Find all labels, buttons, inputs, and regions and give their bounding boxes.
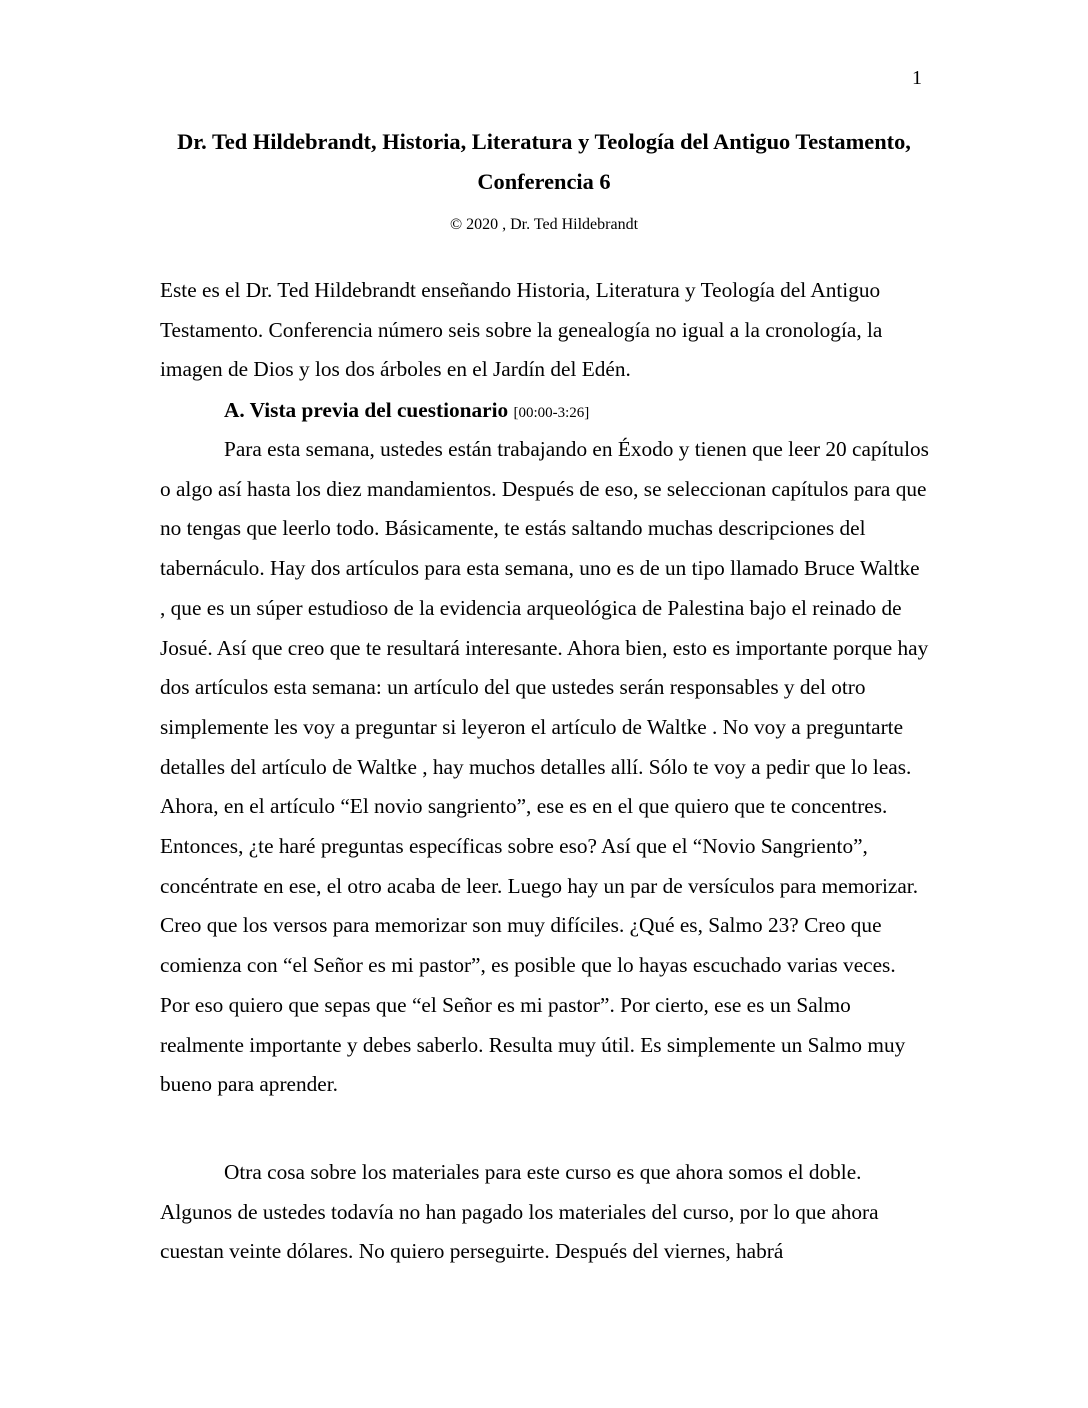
section-timestamp: [00:00-3:26] bbox=[513, 405, 590, 421]
section-heading-label: A. Vista previa del cuestionario bbox=[224, 398, 509, 422]
document-title: Dr. Ted Hildebrandt, Historia, Literatura y Teología del Antiguo Testamento, Conferencia 6 bbox=[177, 129, 911, 194]
body-paragraph: Otra cosa sobre los materiales para este curso es que ahora somos el doble. Algunos de ustedes todavía no han pagado los materiales del curso, por lo que ahora cuestan veinte dólares. No quiero perseguirte. Después del viernes, habrá bbox=[160, 1160, 879, 1264]
section-heading bbox=[224, 391, 924, 434]
copyright-line: © 2020 , Dr. Ted Hildebrandt bbox=[449, 216, 639, 233]
body-paragraph: Para esta semana, ustedes están trabajando en Éxodo y tienen que leer 20 capítulos o algo así hasta los diez mandamientos. Después de eso, se seleccionan capítulos para que no tengas que leerlo todo. Básicamente, te estás saltando muchas descripciones del tabernáculo. Hay dos artículos para esta semana, uno es de un tipo llamado Bruce Waltke , que es un súper estudioso de la evidencia arqueológica de Palestina bajo el reinado de Josué. Así que creo que te resultará interesante. Ahora bien, esto es importante porque hay dos artículos esta semana: un artículo del que ustedes serán responsables y del otro simplemente les voy a preguntar si leyeron el artículo de Waltke . No voy a preguntarte detalles del artículo de Waltke , hay muchos detalles allí. Sólo te voy a pedir que lo leas. Ahora, en el artículo “El novio sangriento”, ese es en el que quiero que te concentres. Entonces, ¿te haré preguntas específicas sobre eso? Así que el “Novio Sangriento”, concéntrate en ese, el otro acaba de leer. Luego hay un par de versículos para memorizar. Creo que los versos para memorizar son muy difíciles. ¿Qué es, Salmo 23? Creo que comienza con “el Señor es mi pastor”, es posible que lo hayas escuchado varias veces. Por eso quiero que sepas que “el Señor es mi pastor”. Por cierto, ese es un Salmo realmente importante y debes saberlo. Resulta muy útil. Es simplemente un Salmo muy bueno para aprender. bbox=[160, 437, 929, 1097]
page-number: 1 bbox=[912, 67, 922, 89]
intro-paragraph: Este es el Dr. Ted Hildebrandt enseñando Historia, Literatura y Teología del Antiguo Testamento. Conferencia número seis sobre la genealogía no igual a la cronología, la imagen de Dios y los dos árboles en el Jardín del Edén. bbox=[160, 278, 883, 382]
